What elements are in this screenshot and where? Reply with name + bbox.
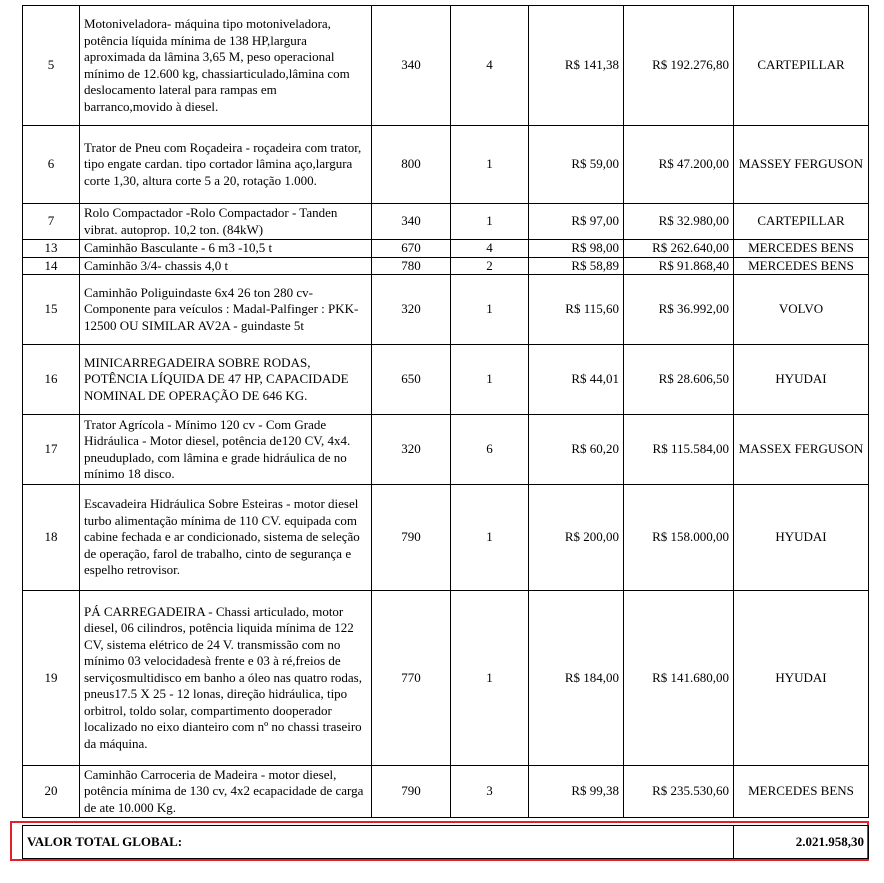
row-hours: 320 xyxy=(372,275,451,345)
row-description: PÁ CARREGADEIRA - Chassi articulado, motor diesel, 06 cilindros, potência liquida mínima de 122 CV, sistema elétrico de 24 V. transmissão com no mínimo 03 velocidadesà frente e 03 à ré,freios de serviçosmultidisco em banho a óleo nas quatro rodas, pneus17.5 X 25 - 12 lonas, direção hidráulica, tipo orbitrol, toldo solar, compartimento dooperador localizado no eixo dianteiro com nº no chassi traseiro da máquina. xyxy=(80,591,372,766)
table-row xyxy=(23,591,869,766)
row-item-number: 15 xyxy=(23,275,80,345)
table-row xyxy=(23,485,869,591)
row-total-price: R$ 91.868,40 xyxy=(624,257,734,275)
row-description: Caminhão Poliguindaste 6x4 26 ton 280 cv- Componente para veículos : Madal-Palfinger : PKK-12500 OU SIMILAR AV2A - guindaste 5t xyxy=(80,275,372,345)
row-unit-price: R$ 60,20 xyxy=(529,415,624,485)
total-label: VALOR TOTAL GLOBAL: xyxy=(23,826,734,859)
row-hours: 340 xyxy=(372,6,451,126)
row-item-number: 5 xyxy=(23,6,80,126)
row-total-price: R$ 115.584,00 xyxy=(624,415,734,485)
row-hours: 650 xyxy=(372,345,451,415)
row-quantity: 2 xyxy=(451,257,529,275)
row-quantity: 1 xyxy=(451,345,529,415)
row-brand: HYUDAI xyxy=(734,485,869,591)
row-unit-price: R$ 184,00 xyxy=(529,591,624,766)
table-row xyxy=(23,204,869,240)
row-total-price: R$ 262.640,00 xyxy=(624,240,734,258)
table-row xyxy=(23,275,869,345)
row-item-number: 7 xyxy=(23,204,80,240)
row-total-price: R$ 36.992,00 xyxy=(624,275,734,345)
row-item-number: 20 xyxy=(23,766,80,818)
row-hours: 340 xyxy=(372,204,451,240)
row-description: Trator de Pneu com Roçadeira - roçadeira com trator, tipo engate cardan. tipo cortador lâmina aço,largura corte 1,30, altura corte 5 a 20, rotação 1.000. xyxy=(80,126,372,204)
table-row xyxy=(23,415,869,485)
row-quantity: 4 xyxy=(451,240,529,258)
row-item-number: 19 xyxy=(23,591,80,766)
total-row xyxy=(22,825,869,859)
row-hours: 320 xyxy=(372,415,451,485)
row-description: Trator Agrícola - Mínimo 120 cv - Com Grade Hidráulica - Motor diesel, potência de120 CV, 4x4. pneuduplado, com lâmina e grade hidráulica de no mínimo 18 disco. xyxy=(80,415,372,485)
row-brand: MERCEDES BENS xyxy=(734,240,869,258)
table-row xyxy=(23,257,869,275)
row-total-price: R$ 47.200,00 xyxy=(624,126,734,204)
row-brand: MASSEY FERGUSON xyxy=(734,126,869,204)
row-hours: 790 xyxy=(372,485,451,591)
row-hours: 790 xyxy=(372,766,451,818)
row-unit-price: R$ 200,00 xyxy=(529,485,624,591)
row-brand: HYUDAI xyxy=(734,345,869,415)
row-description: Caminhão Carroceria de Madeira - motor diesel, potência mínima de 130 cv, 4x2 ecapacidade de carga de ate 10.000 Kg. xyxy=(80,766,372,818)
row-description: Escavadeira Hidráulica Sobre Esteiras - motor diesel turbo alimentação mínima de 110 CV. equipada com cabine fechada e ar condicionado, sistema de seleção de operação, farol de trabalho, cinto de segurança e espelho retrovisor. xyxy=(80,485,372,591)
row-item-number: 14 xyxy=(23,257,80,275)
row-hours: 780 xyxy=(372,257,451,275)
row-unit-price: R$ 58,89 xyxy=(529,257,624,275)
row-quantity: 4 xyxy=(451,6,529,126)
row-description: Caminhão Basculante - 6 m3 -10,5 t xyxy=(80,240,372,258)
row-item-number: 17 xyxy=(23,415,80,485)
row-brand: CARTEPILLAR xyxy=(734,6,869,126)
row-brand: CARTEPILLAR xyxy=(734,204,869,240)
row-total-price: R$ 32.980,00 xyxy=(624,204,734,240)
row-item-number: 16 xyxy=(23,345,80,415)
table-body xyxy=(23,6,869,818)
row-brand: HYUDAI xyxy=(734,591,869,766)
table-row xyxy=(23,6,869,126)
row-description: Caminhão 3/4- chassis 4,0 t xyxy=(80,257,372,275)
row-quantity: 1 xyxy=(451,275,529,345)
row-unit-price: R$ 97,00 xyxy=(529,204,624,240)
total-value: 2.021.958,30 xyxy=(734,826,869,859)
row-quantity: 3 xyxy=(451,766,529,818)
table-row xyxy=(23,240,869,258)
row-total-price: R$ 141.680,00 xyxy=(624,591,734,766)
row-total-price: R$ 235.530,60 xyxy=(624,766,734,818)
row-total-price: R$ 158.000,00 xyxy=(624,485,734,591)
row-item-number: 6 xyxy=(23,126,80,204)
table-row xyxy=(23,766,869,818)
row-quantity: 6 xyxy=(451,415,529,485)
row-description: Motoniveladora- máquina tipo motoniveladora, potência líquida mínima de 138 HP,largura aproximada da lâmina 3,65 M, peso operacional mínimo de 12.600 kg, chassiarticulado,lâmina com deslocamento lateral para rampas em barranco,movido à diesel. xyxy=(80,6,372,126)
row-description: Rolo Compactador -Rolo Compactador - Tanden vibrat. autoprop. 10,2 ton. (84kW) xyxy=(80,204,372,240)
row-item-number: 18 xyxy=(23,485,80,591)
row-quantity: 1 xyxy=(451,126,529,204)
row-total-price: R$ 28.606,50 xyxy=(624,345,734,415)
row-brand: MASSEX FERGUSON xyxy=(734,415,869,485)
row-unit-price: R$ 59,00 xyxy=(529,126,624,204)
equipment-table xyxy=(22,5,869,818)
row-hours: 770 xyxy=(372,591,451,766)
row-unit-price: R$ 98,00 xyxy=(529,240,624,258)
row-unit-price: R$ 115,60 xyxy=(529,275,624,345)
row-unit-price: R$ 99,38 xyxy=(529,766,624,818)
row-brand: VOLVO xyxy=(734,275,869,345)
row-brand: MERCEDES BENS xyxy=(734,766,869,818)
table-row xyxy=(23,126,869,204)
row-brand: MERCEDES BENS xyxy=(734,257,869,275)
table-row xyxy=(23,345,869,415)
row-hours: 670 xyxy=(372,240,451,258)
row-unit-price: R$ 44,01 xyxy=(529,345,624,415)
row-unit-price: R$ 141,38 xyxy=(529,6,624,126)
row-item-number: 13 xyxy=(23,240,80,258)
row-description: MINICARREGADEIRA SOBRE RODAS, POTÊNCIA LÍQUIDA DE 47 HP, CAPACIDADE NOMINAL DE OPERAÇÃO DE 646 KG. xyxy=(80,345,372,415)
row-total-price: R$ 192.276,80 xyxy=(624,6,734,126)
row-quantity: 1 xyxy=(451,485,529,591)
row-quantity: 1 xyxy=(451,591,529,766)
row-hours: 800 xyxy=(372,126,451,204)
row-quantity: 1 xyxy=(451,204,529,240)
